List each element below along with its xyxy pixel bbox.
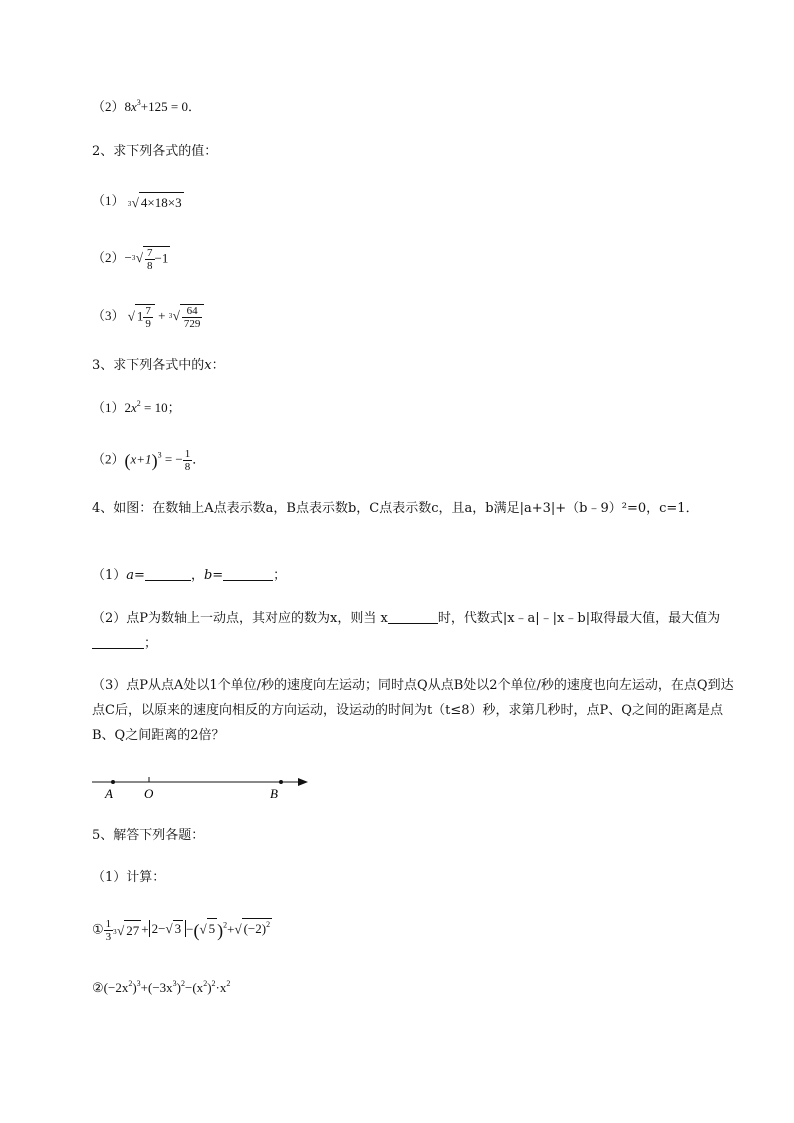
punct: ． bbox=[192, 451, 206, 467]
punct: ； bbox=[273, 568, 287, 583]
q2-part-3 bbox=[92, 304, 204, 330]
fraction bbox=[143, 305, 153, 330]
label: （2） bbox=[92, 451, 125, 467]
question-3-title bbox=[92, 356, 225, 376]
question-5-title: 5、解答下列各题： bbox=[92, 828, 205, 843]
radicand: 3 bbox=[174, 921, 182, 937]
q2-part-1 bbox=[92, 191, 184, 213]
radicand: 27 bbox=[124, 920, 141, 941]
point-a bbox=[111, 780, 115, 784]
radicand: (−2) bbox=[243, 921, 267, 937]
expr: +(−3x bbox=[140, 980, 173, 995]
root-index: 3 bbox=[131, 254, 136, 262]
expr: ·x bbox=[215, 980, 227, 995]
square-root: √ 1 $\frac{7}{9}$ bbox=[128, 304, 155, 330]
expr: 2− bbox=[151, 921, 166, 937]
expr: ) bbox=[132, 980, 137, 995]
expr: 8 bbox=[124, 99, 132, 114]
numerator: 1 bbox=[184, 448, 191, 460]
denominator: 3 bbox=[105, 931, 112, 943]
radicand: 5 bbox=[207, 918, 218, 939]
expr: = 10 bbox=[140, 400, 168, 415]
point-b bbox=[279, 780, 283, 784]
label: （1） bbox=[92, 568, 127, 583]
fraction bbox=[182, 305, 203, 330]
numerator: 7 bbox=[145, 305, 151, 317]
label: （2） bbox=[92, 249, 125, 265]
cube-root: 3 √ $\frac{7}{8}$ −1 bbox=[131, 247, 169, 272]
answer-b-label: b= bbox=[203, 568, 224, 583]
punct: ： bbox=[211, 358, 225, 373]
q3-part-1: $(1)2x^2 = 10$； bbox=[92, 399, 181, 415]
answer-blank-x[interactable] bbox=[388, 609, 438, 624]
cube-root: 3 √ 27 bbox=[113, 920, 141, 941]
fraction bbox=[183, 448, 193, 473]
denominator: 8 bbox=[184, 461, 191, 473]
minus: − bbox=[186, 921, 194, 937]
expr: x+1 bbox=[130, 451, 152, 467]
q4-part-1 bbox=[92, 566, 286, 586]
expr: ) bbox=[207, 980, 212, 995]
expr: ) bbox=[176, 980, 182, 995]
question-4-text: 4、如图：在数轴上A点表示数a，B点表示数b，C点表示数c，且a，b满足|a+3|+（b﹣9）²=0，c=1． bbox=[92, 501, 699, 516]
root-index: 3 bbox=[113, 928, 117, 936]
plus: + bbox=[158, 307, 166, 323]
cube-root: 3 √ $\frac{64}{729}$ bbox=[169, 304, 205, 330]
radicand-tail: −1 bbox=[154, 250, 169, 266]
expr: −(x bbox=[185, 980, 204, 995]
label: （2） bbox=[92, 99, 125, 114]
arrow-head-icon bbox=[298, 778, 308, 786]
denominator: 729 bbox=[183, 318, 201, 330]
variable: x bbox=[204, 358, 212, 373]
absolute-value: 2−√ 3 bbox=[149, 920, 186, 937]
title-text: 3、求下列各式中的 bbox=[92, 358, 205, 373]
problem-1-2: $(2)8x^3+125 = 0$． bbox=[92, 98, 201, 114]
q5-part-1: （1）计算： bbox=[92, 870, 166, 885]
minus: − bbox=[124, 249, 132, 265]
expr: = − bbox=[161, 451, 183, 467]
label-b: B bbox=[270, 786, 278, 801]
numerator: 7 bbox=[147, 247, 153, 259]
plus: + bbox=[141, 921, 149, 937]
answer-a-label: a= bbox=[126, 568, 145, 583]
q2-part-2 bbox=[92, 246, 170, 272]
numerator: 64 bbox=[182, 305, 203, 318]
root-index: 3 bbox=[127, 199, 132, 208]
answer-blank-max[interactable] bbox=[92, 634, 144, 649]
expr: (−2x bbox=[103, 980, 129, 995]
plus: + bbox=[227, 921, 235, 937]
number-line-figure bbox=[92, 770, 312, 802]
punct: ， bbox=[190, 568, 204, 583]
q3-part-2: $(2)(x+1)^3$ = − $\frac{1}{8}$ ． bbox=[92, 448, 206, 473]
numerator: 1 bbox=[105, 918, 112, 930]
root-index: 3 bbox=[168, 312, 173, 320]
cube-root: 3 √ 4×18×3 bbox=[128, 192, 184, 213]
punct: ． bbox=[187, 99, 201, 114]
label: （1） bbox=[92, 400, 125, 415]
answer-blank-b[interactable] bbox=[223, 566, 273, 581]
q4-part-3: （3）点P从点A处以1个单位/秒的速度向左运动；同时点Q从点B处以2个单位/秒的速度也向左运动，在点Q到达点C后，以原来的速度向相反的方向运动，设运动的时间为t（t≤8）秒，求第几秒时，点P、Q之间的距离是点B、Q之间距离的2倍？ bbox=[92, 678, 734, 743]
label-o: O bbox=[144, 786, 154, 801]
circled-number: ② bbox=[92, 980, 104, 995]
expr: 2 bbox=[124, 400, 132, 415]
denominator: 8 bbox=[147, 260, 153, 272]
punct: ； bbox=[167, 400, 181, 415]
denominator: 9 bbox=[145, 318, 151, 330]
punct: ； bbox=[144, 636, 158, 651]
q5-expr-1: ① $\frac{1}{3}$ 3 √ 27 + 2−√ 3 −(√ 5 )$^2$+√ $(-2)^2$ bbox=[92, 918, 271, 943]
circled-number: ① bbox=[92, 921, 104, 937]
expr: +125 = 0 bbox=[140, 99, 188, 114]
q4-part-2 bbox=[92, 606, 742, 656]
question-2-title: 2、求下列各式的值： bbox=[92, 144, 218, 159]
label-a: A bbox=[105, 786, 113, 801]
part-text: （2）点P为数轴上一动点，其对应的数为x，则当 x bbox=[92, 611, 388, 626]
fraction bbox=[104, 918, 114, 943]
label: （1） bbox=[92, 193, 125, 208]
answer-blank-a[interactable] bbox=[145, 566, 191, 581]
part-text: 时，代数式|x﹣a|﹣|x﹣b|取得最大值，最大值为 bbox=[437, 611, 721, 626]
label: （3） bbox=[92, 307, 125, 323]
whole-part: 1 bbox=[136, 308, 144, 324]
q5-expr-2: $②(-2x^2)^3+(-3x^3)^2-(x^2)^2\cdot x^2$ bbox=[92, 979, 231, 995]
fraction bbox=[145, 247, 155, 272]
radicand: 4×18×3 bbox=[139, 192, 184, 213]
